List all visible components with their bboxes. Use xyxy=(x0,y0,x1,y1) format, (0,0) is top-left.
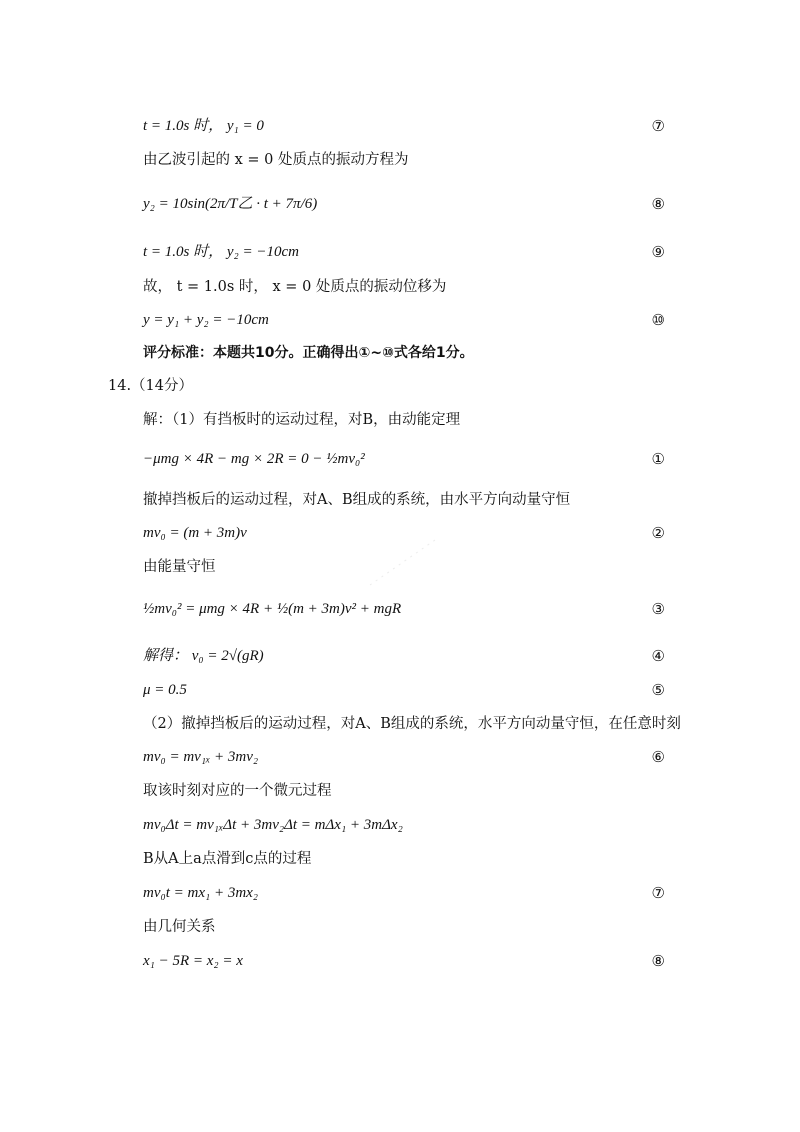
equation-line: t = 1.0s 时， y₁ = 0 xyxy=(143,118,264,134)
equation-number: ⑤ xyxy=(651,681,665,699)
equation-number: ⑧ xyxy=(651,952,665,970)
text-line: 由能量守恒 xyxy=(143,559,216,575)
equation-line: 解得： v₀ = 2√(gR) xyxy=(143,648,264,664)
equation-number: ⑦ xyxy=(651,117,665,135)
text-line: 由几何关系 xyxy=(143,919,216,935)
equation-line: y = y₁ + y₂ = −10cm xyxy=(143,312,269,328)
text-line: 故， t = 1.0s 时， x = 0 处质点的振动位移为 xyxy=(143,279,447,295)
equation-number: ④ xyxy=(651,647,665,665)
equation-line: μ = 0.5 xyxy=(143,682,187,698)
text-line: 解：（1）有挡板时的运动过程，对B，由动能定理 xyxy=(143,412,461,428)
equation-number: ⑥ xyxy=(651,748,665,766)
equation-number: ⑩ xyxy=(651,311,665,329)
text-line: B从A上a点滑到c点的过程 xyxy=(143,851,312,867)
equation-line: mv₀Δt = mv₁ₓΔt + 3mv₂Δt = mΔx₁ + 3mΔx₂ xyxy=(143,817,403,833)
equation-number: ⑨ xyxy=(651,243,665,261)
equation-number: ⑧ xyxy=(651,195,665,213)
equation-line: y₂ = 10sin(2π/T乙 · t + 7π/6) xyxy=(143,196,318,212)
equation-number: ① xyxy=(651,450,665,468)
equation-number: ② xyxy=(651,524,665,542)
text-line: 撤掉挡板后的运动过程，对A、B组成的系统，由水平方向动量守恒 xyxy=(143,492,571,508)
text-line: 由乙波引起的 x = 0 处质点的振动方程为 xyxy=(143,152,409,168)
equation-line: ½mv₀² = μmg × 4R + ½(m + 3m)v² + mgR xyxy=(143,601,402,617)
equation-line: −μmg × 4R − mg × 2R = 0 − ½mv₀² xyxy=(143,451,365,467)
equation-line: mv₀t = mx₁ + 3mx₂ xyxy=(143,885,259,901)
text-line: 取该时刻对应的一个微元过程 xyxy=(143,783,332,799)
equation-line: t = 1.0s 时， y₂ = −10cm xyxy=(143,244,299,260)
scan-artifact xyxy=(365,530,445,590)
scoring-standard: 评分标准：本题共10分。正确得出①~⑩式各给1分。 xyxy=(143,345,474,361)
text-line: （2）撤掉挡板后的运动过程，对A、B组成的系统，水平方向动量守恒，在任意时刻 xyxy=(143,716,681,732)
equation-line: x₁ − 5R = x₂ = x xyxy=(143,953,243,969)
equation-number: ③ xyxy=(651,600,665,618)
equation-line: mv₀ = mv₁ₓ + 3mv₂ xyxy=(143,749,259,765)
question-heading: 14.（14分） xyxy=(108,378,194,394)
equation-line: mv₀ = (m + 3m)v xyxy=(143,525,247,541)
equation-number: ⑦ xyxy=(651,884,665,902)
